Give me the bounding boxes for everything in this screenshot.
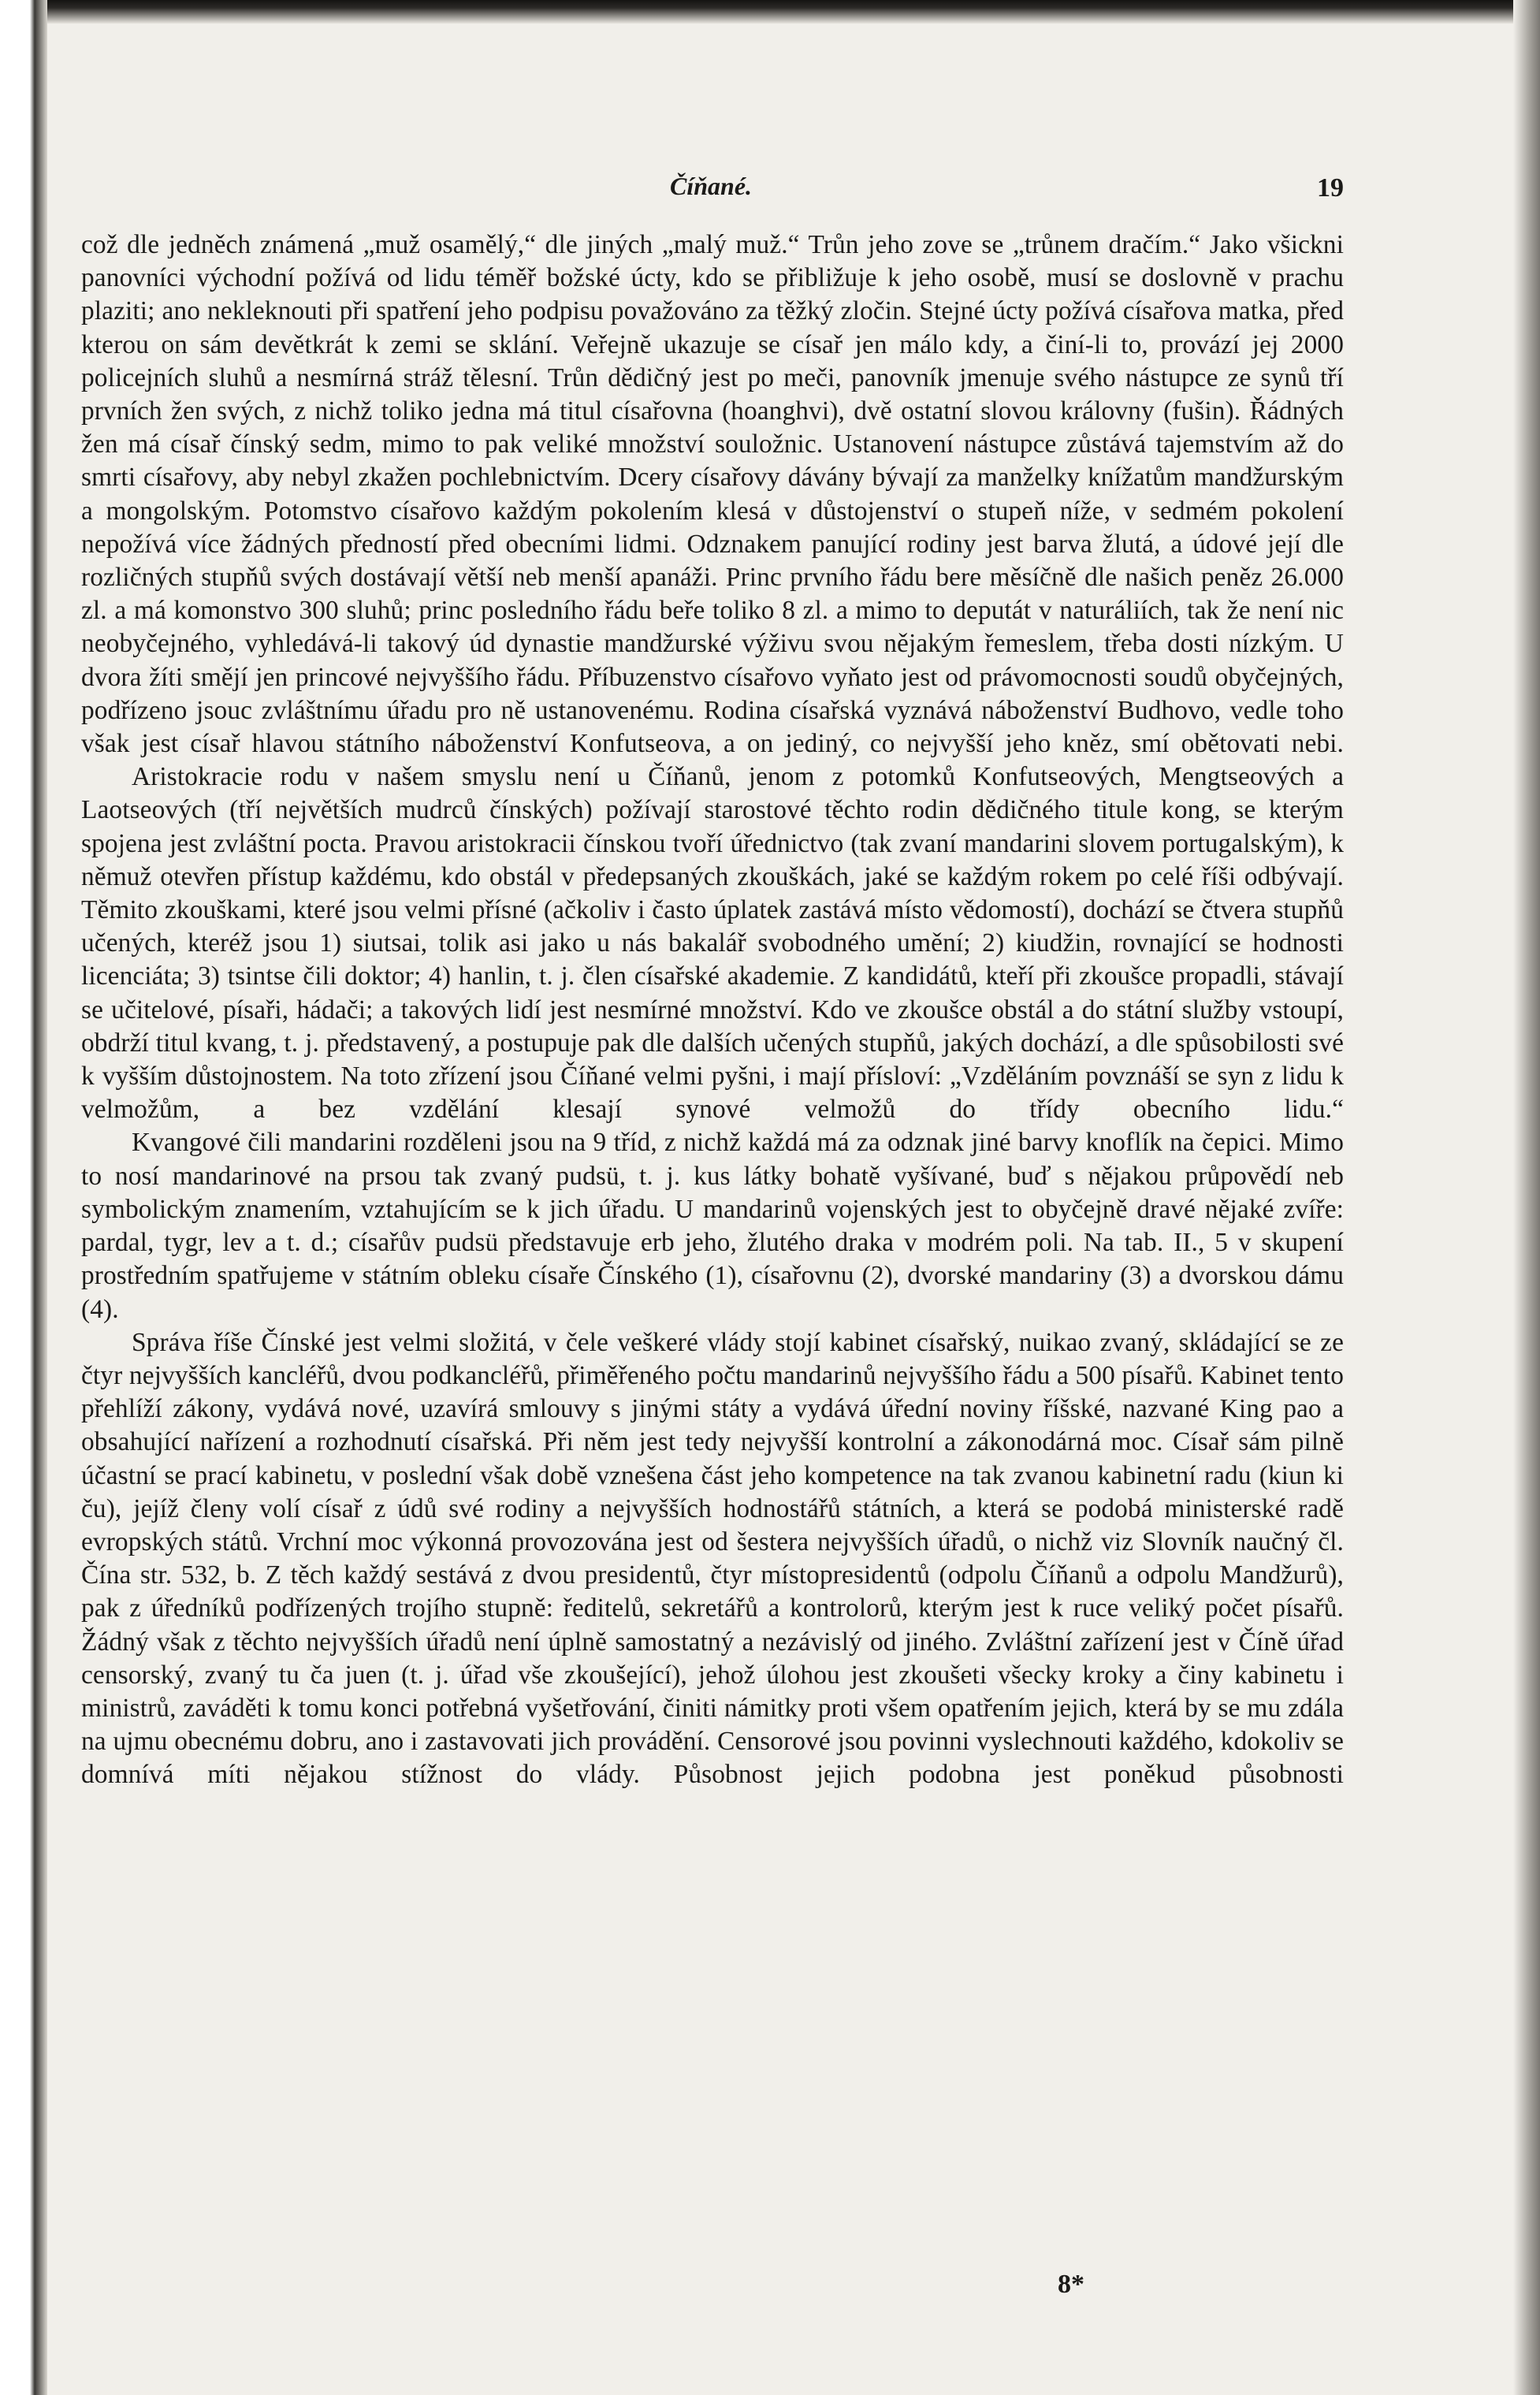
scan-top-edge <box>0 0 1540 24</box>
paragraph-4: Správa říše Čínské jest velmi složitá, v čele veškeré vlády stojí kabinet císařský, nuikao zvaný, skládající se ze čtyr nejvyšších kancléřů, dvou podkancléřů, přiměřeného počtu mandarinů nejvyššího řádu a 500 písařů. Kabinet tento přehlíží zákony, vydává nové, uzavírá smlouvy s jinými státy a vydává úřední noviny říšské, nazvané King pao a obsahující nařízení a rozhodnutí císařská. Při něm jest tedy nejvyšší kontrolní a zákonodárná moc. Císař sám pilně účastní se prací kabinetu, v poslední však době vznešena část jeho kompetence na tak zvanou kabinetní radu (kiun ki ču), jejíž členy volí císař z údů své rodiny a nejvyšších hodnostářů státních, a která se podobá ministerské radě evropských států. Vrchní moc výkonná provozována jest od šestera nejvyšších úřadů, o nichž viz Slovník naučný čl. Čína str. 532, b. Z těch každý sestává z dvou presidentů, čtyr místopresidentů (odpolu Číňanů a odpolu Mandžurů), pak z úředníků podřízených trojího stupně: ředitelů, sekretářů a kontrolorů, kterým jest k ruce veliký počet písařů. Žádný však z těchto nejvyšších úřadů není úplně samostatný a nezávislý od jiného. Zvláštní zařízení jest v Číně úřad censorský, zvaný tu ča juen (t. j. úřad vše zkoušející), jehož úlohou jest zkoušeti všecky kroky a činy kabinetu i ministrů, zaváděti k tomu konci potřebná vyšetřování, činiti námitky proti všem opatřením jejich, která by se mu zdála na ujmu obecnému dobru, ano i zastavovati jich provádění. Censorové jsou povinni vyslechnouti každého, kdokoliv se domnívá míti nějakou stížnost do vlády. Působnost jejich podobna jest poněkud působnosti <box>81 1327 1344 1790</box>
book-page <box>81 172 1344 1792</box>
scan-left-edge <box>0 0 47 2395</box>
scan-right-edge <box>1513 0 1540 2395</box>
paragraph-3: Kvangové čili mandarini rozděleni jsou na 9 tříd, z nichž každá má za odznak jiné barvy knoflík na čepici. Mimo to nosí mandarinové na prsou tak zvaný pudsü, t. j. kus látky bohatě vyšívané, buď s nějakou průpovědí neb symbolickým znamením, vztahujícím se k jich úřadu. U mandarinů vojenských jest to obyčejně dravé nějaké zvíře: pardal, tygr, lev a t. d.; císařův pudsü představuje erb jeho, žlutého draka v modrém poli. Na tab. II., 5 v skupení prostředním spatřujeme v státním obleku císaře Čínského (1), císařovnu (2), dvorské mandariny (3) a dvorskou dámu (4). <box>81 1128 1344 1324</box>
page-number: 19 <box>1317 173 1344 203</box>
body-text <box>81 229 1344 1792</box>
running-title: Číňané. <box>670 172 753 200</box>
sheet-signature: 8* <box>1058 2270 1084 2299</box>
paragraph-1: což dle jedněch známená „muž osamělý,“ dle jiných „malý muž.“ Trůn jeho zove se „trůnem dračím.“ Jako všickni panovníci východní požívá od lidu téměř božské úcty, kdo se přibližuje k jeho osobě, musí se doslovně v prachu plaziti; ano nekleknouti při spatření jeho podpisu považováno za těžký zločin. Stejné úcty požívá císařova matka, před kterou on sám devětkrát k zemi se sklání. Veřejně ukazuje se císař jen málo kdy, a činí-li to, provází jej 2000 policejních sluhů a nesmírná stráž tělesní. Trůn dědičný jest po meči, panovník jmenuje svého nástupce ze synů tří prvních žen svých, z nichž toliko jedna má titul císařovna (hoanghvi), dvě ostatní slovou královny (fušin). Řádných žen má císař čínský sedm, mimo to pak veliké množství souložnic. Ustanovení nástupce zůstává tajemstvím až do smrti císařovy, aby nebyl zkažen pochlebnictvím. Dcery císařovy dávány bývají za manželky knížatům mandžurským a mongolským. Potomstvo císařovo každým pokolením klesá v důstojenství o stupeň níže, v sedmém pokolení nepožívá více žádných předností před obecními lidmi. Odznakem panující rodiny jest barva žlutá, a údové její dle rozličných stupňů svých dostávají větší neb menší apanáži. Princ prvního řádu bere měsíčně dle našich peněz 26.000 zl. a má komonstvo 300 sluhů; princ posledního řádu beře toliko 8 zl. a mimo to deputát v naturáliích, tak že není nic neobyčejného, vyhledává-li takový úd dynastie mandžurské výživu svou nějakým řemeslem, třeba dosti nízkým. U dvora žíti smějí jen princové nejvyššího řádu. Příbuzenstvo císařovo vyňato jest od právomocnosti soudů obyčejných, podřízeno jsouc zvláštnímu úřadu pro ně ustanovenému. Rodina císařská vyznává náboženství Budhovo, vedle toho však jest císař hlavou státního náboženství Konfutseova, a on jediný, co nejvyšší jeho kněz, smí obětovati nebi. <box>81 230 1344 759</box>
page-header <box>81 172 1344 211</box>
paragraph-2: Aristokracie rodu v našem smyslu není u Číňanů, jenom z potomků Konfutseových, Mengtseových a Laotseových (tří největších mudrců čínských) požívají starostové těchto rodin dědičného titule kong, se kterým spojena jest zvláštní pocta. Pravou aristokracii čínskou tvoří úřednictvo (tak zvaní mandarini slovem portugalským), k němuž otevřen přístup každému, kdo obstál v předepsaných zkouškách, jaké se každým rokem po celé říši odbývají. Těmito zkouškami, které jsou velmi přísné (ačkoliv i často úplatek zastává místo vědomostí), dochází se čtvera stupňů učených, kteréž jsou 1) siutsai, tolik asi jako u nás bakalář svobodného umění; 2) kiudžin, rovnající se hodnosti licenciáta; 3) tsintse čili doktor; 4) hanlin, t. j. člen císařské akademie. Z kandidátů, kteří při zkoušce propadli, stávají se učitelové, písaři, hádači; a takových lidí jest nesmírné množství. Kdo ve zkoušce obstál a do státní služby vstoupí, obdrží titul kvang, t. j. představený, a postupuje pak dle dalších učených stupňů, jakých dochází, a dle spůsobilosti své k vyšším důstojnostem. Na toto zřízení jsou Číňané velmi pyšni, i mají přísloví: „Vzděláním povznáší se syn z lidu k velmožům, a bez vzdělání klesají synové velmožů do třídy obecního lidu.“ <box>81 762 1344 1125</box>
